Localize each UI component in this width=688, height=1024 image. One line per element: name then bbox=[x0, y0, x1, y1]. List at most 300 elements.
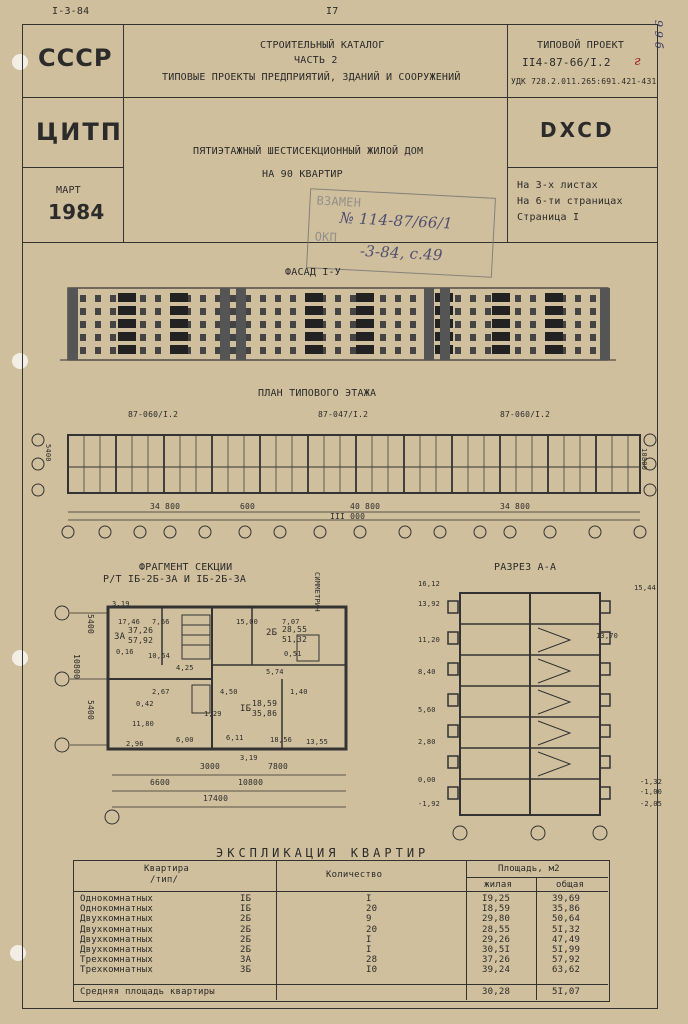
row-name: Двухкомнатных bbox=[80, 914, 154, 925]
balcony bbox=[118, 319, 136, 328]
axis-marker bbox=[354, 526, 366, 538]
frag-dim-v: 5400 bbox=[86, 700, 95, 721]
row-type: IБ bbox=[240, 904, 252, 915]
level-mark: -1,32 bbox=[640, 778, 663, 786]
col-apartment: Квартира bbox=[144, 864, 189, 874]
udk: УДК 728.2.011.265:691.421-431 bbox=[511, 77, 657, 86]
facade-window bbox=[575, 321, 581, 328]
row-living: 39,24 bbox=[482, 965, 511, 976]
facade-window bbox=[485, 308, 491, 315]
stair-shaft bbox=[424, 288, 434, 360]
facade-window bbox=[95, 334, 101, 341]
facade-window bbox=[290, 321, 296, 328]
section-window bbox=[448, 694, 458, 706]
facade-window bbox=[515, 347, 521, 354]
margin-note: 9 9 б bbox=[652, 20, 665, 49]
project-code: II4-87-66/I.2 bbox=[522, 56, 611, 69]
level-mark: 16,12 bbox=[418, 580, 441, 588]
fragment-dimension: 13,55 bbox=[306, 738, 329, 746]
balcony bbox=[492, 319, 510, 328]
stair-shaft bbox=[68, 288, 78, 360]
facade-window bbox=[485, 295, 491, 302]
level-mark: 13,92 bbox=[418, 600, 441, 608]
facade-window bbox=[350, 308, 356, 315]
facade-window bbox=[575, 308, 581, 315]
row-living: 29,26 bbox=[482, 934, 511, 945]
balcony bbox=[492, 345, 510, 354]
section-window bbox=[600, 756, 610, 768]
balcony bbox=[170, 319, 188, 328]
facade-window bbox=[530, 334, 536, 341]
facade-window bbox=[350, 321, 356, 328]
axis-marker bbox=[589, 526, 601, 538]
facade-window bbox=[395, 308, 401, 315]
row-qty: I bbox=[366, 945, 372, 955]
balcony bbox=[118, 306, 136, 315]
axis-marker bbox=[274, 526, 286, 538]
stair-flight bbox=[538, 721, 570, 745]
fragment-dimension: 10,54 bbox=[148, 652, 171, 660]
facade-window bbox=[395, 295, 401, 302]
fragment-dimension: 0,51 bbox=[284, 650, 302, 658]
balcony bbox=[118, 345, 136, 354]
balcony bbox=[545, 306, 563, 315]
facade-window bbox=[275, 295, 281, 302]
facade-window bbox=[200, 334, 206, 341]
facade-window bbox=[455, 308, 461, 315]
facade-window bbox=[95, 308, 101, 315]
page-number: I7 bbox=[326, 6, 339, 17]
facade-window bbox=[335, 308, 341, 315]
facade-window bbox=[530, 347, 536, 354]
balcony bbox=[118, 332, 136, 341]
facade-window bbox=[350, 347, 356, 354]
facade-window bbox=[260, 308, 266, 315]
balcony bbox=[305, 306, 323, 315]
row-qty: 20 bbox=[366, 904, 378, 915]
facade-window bbox=[485, 334, 491, 341]
fragment-subtitle: Р/Т IБ-2Б-3А И IБ-2Б-3А bbox=[103, 574, 247, 585]
row-name: Однокомнатных bbox=[80, 894, 154, 904]
level-mark: -1,00 bbox=[640, 788, 663, 796]
row-type: 2Б bbox=[240, 924, 252, 935]
facade-window bbox=[590, 334, 596, 341]
facade-window bbox=[155, 295, 161, 302]
balcony bbox=[545, 345, 563, 354]
balcony bbox=[170, 293, 188, 302]
row-total: 35,86 bbox=[552, 904, 581, 915]
facade-window bbox=[575, 295, 581, 302]
avg-total: 5I,07 bbox=[552, 987, 581, 997]
fragment-dimension: 0,16 bbox=[116, 648, 134, 656]
fragment-dimension: 7,66 bbox=[152, 618, 170, 626]
col-apartment-sub: /тип/ bbox=[150, 875, 179, 885]
facade-window bbox=[590, 347, 596, 354]
facade-window bbox=[155, 334, 161, 341]
balcony bbox=[492, 293, 510, 302]
row-qty: I bbox=[366, 894, 372, 904]
level-mark: 11,20 bbox=[418, 636, 441, 644]
fragment-dimension: 4,25 bbox=[176, 664, 194, 672]
row-total: 50,64 bbox=[552, 914, 581, 925]
fragment-dimension: 1,40 bbox=[290, 688, 308, 696]
facade-window bbox=[530, 321, 536, 328]
col-total: общая bbox=[556, 880, 585, 890]
row-total: 47,49 bbox=[552, 934, 581, 945]
facade-window bbox=[155, 321, 161, 328]
axis-marker bbox=[62, 526, 74, 538]
row-name: Трехкомнатных bbox=[80, 955, 154, 966]
row-type: IБ bbox=[240, 894, 252, 904]
facade-window bbox=[140, 295, 146, 302]
facade-window bbox=[350, 295, 356, 302]
balcony bbox=[305, 345, 323, 354]
fragment-dimension: 4,50 bbox=[220, 688, 238, 696]
stair-flight bbox=[538, 690, 570, 714]
pages-count: На 6-ти страницах bbox=[517, 196, 623, 207]
row-total: 57,92 bbox=[552, 955, 581, 966]
explication-title: ЭКСПЛИКАЦИЯ КВАРТИР bbox=[216, 846, 430, 860]
facade-window bbox=[230, 347, 236, 354]
row-total: 63,62 bbox=[552, 965, 581, 976]
facade-window bbox=[200, 295, 206, 302]
balcony bbox=[492, 306, 510, 315]
facade-window bbox=[140, 308, 146, 315]
facade-window bbox=[590, 308, 596, 315]
plan-dim-small: 600 bbox=[240, 502, 256, 511]
facade-window bbox=[470, 308, 476, 315]
facade-window bbox=[80, 347, 86, 354]
fragment-dimension: 17,46 bbox=[118, 618, 141, 626]
level-mark: -1,92 bbox=[418, 800, 441, 808]
facade-window bbox=[230, 295, 236, 302]
facade-window bbox=[410, 334, 416, 341]
facade-window bbox=[260, 321, 266, 328]
plan-dim-total: III 000 bbox=[330, 512, 366, 521]
facade-window bbox=[515, 308, 521, 315]
row-total: 5I,99 bbox=[552, 945, 581, 955]
fragment-dimension: 2,96 bbox=[126, 740, 144, 748]
room-2b-area1: 28,55 bbox=[282, 625, 308, 634]
facade-window bbox=[485, 347, 491, 354]
facade-window bbox=[275, 347, 281, 354]
balcony bbox=[356, 319, 374, 328]
axis-marker bbox=[634, 526, 646, 538]
row-living: I9,25 bbox=[482, 894, 511, 904]
plan-section-3: 87-060/I.2 bbox=[500, 410, 551, 419]
row-qty: I bbox=[366, 934, 372, 945]
room-3a-area2: 57,92 bbox=[128, 636, 154, 645]
facade-window bbox=[290, 295, 296, 302]
facade-window bbox=[200, 321, 206, 328]
row-total: 5I,32 bbox=[552, 924, 581, 935]
facade-window bbox=[230, 308, 236, 315]
axis-marker bbox=[544, 526, 556, 538]
balcony bbox=[170, 345, 188, 354]
level-mark: 0,00 bbox=[418, 776, 436, 784]
facade-window bbox=[95, 321, 101, 328]
room-3a: 3А bbox=[114, 632, 126, 642]
facade-window bbox=[260, 295, 266, 302]
plan-dim-right: 34 800 bbox=[500, 502, 531, 511]
balcony bbox=[170, 332, 188, 341]
row-qty: I0 bbox=[366, 965, 378, 976]
row-living: 29,80 bbox=[482, 914, 511, 925]
section-window bbox=[448, 787, 458, 799]
col-area: Площадь, м2 bbox=[498, 864, 560, 874]
plan-dim-left-h: 5400 bbox=[44, 444, 52, 462]
section-window bbox=[600, 787, 610, 799]
fragment-dimension: 15,00 bbox=[236, 618, 259, 626]
facade-window bbox=[410, 308, 416, 315]
balcony bbox=[356, 332, 374, 341]
fragment-dimension: 18,56 bbox=[270, 736, 293, 744]
row-qty: 28 bbox=[366, 955, 378, 966]
row-type: 3А bbox=[240, 955, 252, 966]
row-qty: 9 bbox=[366, 914, 372, 925]
facade-window bbox=[275, 321, 281, 328]
frag-dim: 17400 bbox=[203, 794, 229, 803]
code-dxcd: DXCD bbox=[540, 118, 615, 142]
facade-window bbox=[140, 347, 146, 354]
plan-section-1: 87-060/I.2 bbox=[128, 410, 179, 419]
section-window bbox=[448, 725, 458, 737]
balcony bbox=[545, 332, 563, 341]
facade-window bbox=[260, 347, 266, 354]
facade-window bbox=[455, 347, 461, 354]
stair-shaft bbox=[236, 288, 246, 360]
date-month: МАРТ bbox=[56, 185, 81, 196]
fragment-dimension: 11,80 bbox=[132, 720, 155, 728]
building-subtitle: НА 90 КВАРТИР bbox=[262, 169, 343, 180]
balcony bbox=[356, 293, 374, 302]
facade-drawing bbox=[60, 283, 620, 365]
balcony bbox=[305, 319, 323, 328]
fragment-dimension: 3,19 bbox=[112, 600, 130, 608]
balcony bbox=[545, 293, 563, 302]
avg-label: Средняя площадь квартиры bbox=[80, 987, 215, 997]
fragment-symmetric: СИММЕТРИЧ bbox=[313, 572, 321, 612]
row-total: 39,69 bbox=[552, 894, 581, 904]
fragment-title: ФРАГМЕНТ СЕКЦИИ bbox=[139, 562, 233, 573]
org-cccp: СССР bbox=[38, 44, 113, 72]
facade-window bbox=[290, 347, 296, 354]
facade-window bbox=[455, 334, 461, 341]
facade-window bbox=[140, 321, 146, 328]
room-2b-area2: 51,32 bbox=[282, 635, 308, 644]
axis-marker bbox=[314, 526, 326, 538]
fragment-dimension: 3,19 bbox=[240, 754, 258, 762]
frag-dim: 7800 bbox=[268, 762, 289, 771]
section-window bbox=[448, 756, 458, 768]
balcony bbox=[170, 306, 188, 315]
level-mark: 15,44 bbox=[634, 584, 657, 592]
frag-dim: 3000 bbox=[200, 762, 221, 771]
facade-title: ФАСАД I-У bbox=[285, 267, 341, 278]
section-window bbox=[600, 601, 610, 613]
facade-window bbox=[470, 334, 476, 341]
facade-window bbox=[230, 334, 236, 341]
avg-living: 30,28 bbox=[482, 987, 511, 997]
row-name: Двухкомнатных bbox=[80, 934, 154, 945]
level-mark: 5,60 bbox=[418, 706, 436, 714]
col-living: жилая bbox=[484, 880, 513, 890]
row-type: 2Б bbox=[240, 945, 252, 955]
facade-window bbox=[380, 321, 386, 328]
row-living: I8,59 bbox=[482, 904, 511, 915]
facade-window bbox=[410, 347, 416, 354]
fragment-dimension: 2,67 bbox=[152, 688, 170, 696]
plan-section-2: 87-047/I.2 bbox=[318, 410, 369, 419]
facade-window bbox=[80, 308, 86, 315]
row-living: 30,5I bbox=[482, 945, 511, 955]
facade-window bbox=[80, 321, 86, 328]
row-name: Однокомнатных bbox=[80, 904, 154, 915]
section-window bbox=[600, 725, 610, 737]
plan-dim-left: 34 800 bbox=[150, 502, 181, 511]
facade-window bbox=[575, 347, 581, 354]
sheets-count: На 3-х листах bbox=[517, 180, 598, 191]
facade-window bbox=[395, 347, 401, 354]
axis-marker bbox=[134, 526, 146, 538]
facade-window bbox=[590, 295, 596, 302]
plan-dim-height: 10800 bbox=[640, 448, 648, 471]
facade-window bbox=[95, 295, 101, 302]
facade-window bbox=[350, 334, 356, 341]
stair-shaft bbox=[440, 288, 450, 360]
balcony bbox=[492, 332, 510, 341]
org-citp: ЦИТП bbox=[36, 118, 123, 146]
fragment-dimension: 6,00 bbox=[176, 736, 194, 744]
facade-window bbox=[410, 295, 416, 302]
facade-window bbox=[455, 321, 461, 328]
axis-marker bbox=[434, 526, 446, 538]
facade-window bbox=[455, 295, 461, 302]
section-window bbox=[600, 663, 610, 675]
facade-window bbox=[335, 321, 341, 328]
facade-window bbox=[410, 321, 416, 328]
facade-window bbox=[530, 295, 536, 302]
facade-window bbox=[515, 295, 521, 302]
facade-window bbox=[110, 295, 116, 302]
catalog-part: ЧАСТЬ 2 bbox=[294, 55, 338, 66]
facade-window bbox=[380, 308, 386, 315]
stair-shaft bbox=[220, 288, 230, 360]
facade-window bbox=[380, 334, 386, 341]
catalog-subtitle: ТИПОВЫЕ ПРОЕКТЫ ПРЕДПРИЯТИЙ, ЗДАНИЙ И СООРУЖЕНИЙ bbox=[162, 72, 461, 83]
facade-window bbox=[395, 321, 401, 328]
row-type: 3Б bbox=[240, 965, 252, 976]
project-mark: г bbox=[634, 54, 641, 69]
room-3a-area1: 37,26 bbox=[128, 626, 154, 635]
room-1b-area2: 35,86 bbox=[252, 709, 278, 718]
facade-window bbox=[380, 295, 386, 302]
facade-window bbox=[470, 347, 476, 354]
row-qty: 20 bbox=[366, 924, 378, 935]
balcony bbox=[356, 306, 374, 315]
facade-window bbox=[380, 347, 386, 354]
facade-window bbox=[590, 321, 596, 328]
facade-window bbox=[275, 308, 281, 315]
facade-window bbox=[140, 334, 146, 341]
facade-window bbox=[335, 347, 341, 354]
stair-flight bbox=[538, 752, 570, 776]
balcony bbox=[545, 319, 563, 328]
row-type: 2Б bbox=[240, 934, 252, 945]
facade-window bbox=[200, 347, 206, 354]
project-label: ТИПОВОЙ ПРОЕКТ bbox=[537, 40, 625, 51]
row-living: 37,26 bbox=[482, 955, 511, 966]
plan-dim-mid: 40 800 bbox=[350, 502, 381, 511]
balcony bbox=[356, 345, 374, 354]
level-mark: 2,80 bbox=[418, 738, 436, 746]
section-window bbox=[448, 663, 458, 675]
page-corner-code: I-3-84 bbox=[52, 6, 90, 17]
axis-marker bbox=[504, 526, 516, 538]
facade-window bbox=[80, 295, 86, 302]
facade-window bbox=[290, 308, 296, 315]
facade-window bbox=[260, 334, 266, 341]
col-quantity: Количество bbox=[326, 870, 383, 880]
facade-window bbox=[575, 334, 581, 341]
row-name: Двухкомнатных bbox=[80, 945, 154, 955]
row-name: Трехкомнатных bbox=[80, 965, 154, 976]
facade-window bbox=[290, 334, 296, 341]
room-2b: 2Б bbox=[266, 628, 278, 638]
axis-marker bbox=[474, 526, 486, 538]
fragment-dimension: 0,42 bbox=[136, 700, 154, 708]
room-1b-area1: 18,59 bbox=[252, 699, 278, 708]
facade-window bbox=[275, 334, 281, 341]
facade-window bbox=[155, 308, 161, 315]
balcony bbox=[305, 332, 323, 341]
row-type: 2Б bbox=[240, 914, 252, 925]
balcony bbox=[305, 293, 323, 302]
stair-shaft bbox=[600, 288, 610, 360]
page-index: Страница I bbox=[517, 212, 580, 223]
building-title: ПЯТИЭТАЖНЫЙ ШЕСТИСЕКЦИОННЫЙ ЖИЛОЙ ДОМ bbox=[193, 146, 424, 157]
frag-dim-v: 10800 bbox=[72, 654, 81, 680]
facade-window bbox=[335, 295, 341, 302]
facade-window bbox=[110, 308, 116, 315]
facade-window bbox=[110, 321, 116, 328]
facade-window bbox=[470, 295, 476, 302]
facade-window bbox=[395, 334, 401, 341]
fragment-dimension: 5,74 bbox=[266, 668, 284, 676]
section-window bbox=[600, 694, 610, 706]
floor-plan bbox=[30, 420, 660, 545]
facade-window bbox=[515, 334, 521, 341]
row-name: Двухкомнатных bbox=[80, 924, 154, 935]
facade-window bbox=[80, 334, 86, 341]
stair-flight bbox=[538, 628, 570, 652]
frag-dim: 6600 bbox=[150, 778, 171, 787]
level-mark: 8,40 bbox=[418, 668, 436, 676]
section-aa-title: РАЗРЕЗ А-А bbox=[494, 562, 557, 573]
facade-window bbox=[155, 347, 161, 354]
facade-window bbox=[530, 308, 536, 315]
replacement-stamp: ВЗАМЕН № 114-87/66/1 ОКП -3-84, с.49 bbox=[306, 188, 496, 278]
facade-window bbox=[515, 321, 521, 328]
plan-title: ПЛАН ТИПОВОГО ЭТАЖА bbox=[258, 388, 377, 399]
level-mark: -2,05 bbox=[640, 800, 663, 808]
axis-marker bbox=[199, 526, 211, 538]
axis-marker bbox=[239, 526, 251, 538]
frag-dim-v: 5400 bbox=[86, 614, 95, 635]
facade-window bbox=[95, 347, 101, 354]
section-aa-drawing bbox=[420, 585, 663, 845]
facade-window bbox=[110, 347, 116, 354]
